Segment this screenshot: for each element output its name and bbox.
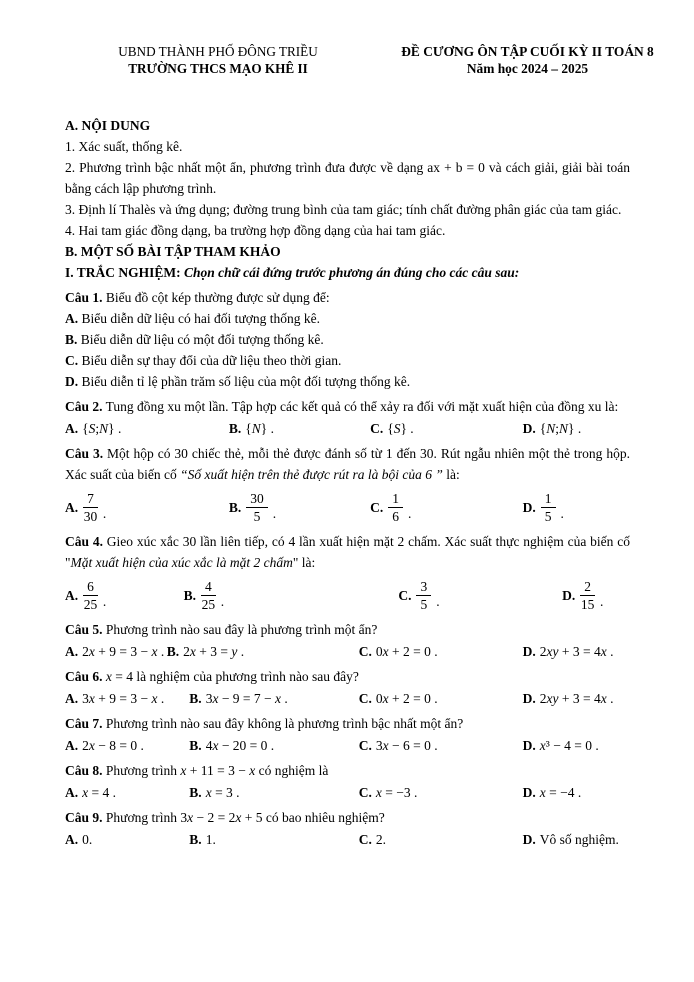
answer-option [184, 578, 399, 612]
option-text: Biểu diễn dữ liệu có hai đối tượng thống kê. [81, 311, 320, 326]
option-label: A. [65, 691, 79, 706]
option-label: D. [522, 738, 536, 753]
option-fraction [201, 578, 216, 612]
option-label: B. [228, 421, 242, 436]
answer-options-row [65, 574, 630, 615]
option-label: A. [65, 738, 79, 753]
option-label: B. [166, 644, 180, 659]
option-math: 2xy + 3 = 4x . [539, 644, 614, 659]
answer-option [523, 782, 630, 803]
answer-option [523, 735, 630, 756]
option-label: A. [65, 832, 79, 847]
question-block [65, 531, 630, 615]
option-text: Biểu diễn sự thay đổi của dữ liệu theo thời gian. [81, 353, 342, 368]
answer-option [523, 641, 630, 662]
fraction-numerator: 4 [201, 578, 216, 596]
fraction-numerator: 7 [83, 490, 98, 508]
inline-math: 3x − 2 = 2x + 5 [180, 810, 263, 825]
answer-option [359, 641, 523, 662]
fraction-numerator: 3 [416, 578, 431, 596]
answer-options-row [65, 829, 630, 850]
option-label: D. [522, 691, 536, 706]
question-stem: Câu 6. x = 4 là nghiệm của phương trình nào sau đây? [65, 669, 359, 684]
answer-option [523, 490, 630, 524]
option-label: B. [228, 499, 242, 515]
option-math: 3x − 9 = 7 − x . [205, 691, 288, 706]
option-text: 0. [82, 832, 93, 847]
fraction-denominator: 5 [544, 509, 552, 524]
inline-math: x = 4 [105, 669, 134, 684]
answer-option [523, 418, 630, 439]
section-a-item: 4. Hai tam giác đồng dạng, ba trường hợp đồng dạng của hai tam giác. [65, 223, 446, 238]
option-math: 2xy + 3 = 4x . [539, 691, 614, 706]
answer-option [65, 490, 229, 524]
option-label: B. [189, 785, 202, 800]
option-label: C. [65, 353, 79, 368]
option-label: D. [522, 421, 536, 436]
option-math: 3x − 6 = 0 . [375, 738, 438, 753]
answer-option [370, 418, 523, 439]
question-label: Câu 2. [65, 399, 103, 414]
answer-option [370, 490, 523, 524]
fraction-denominator: 6 [392, 509, 399, 524]
option-math: x = −4 . [539, 785, 582, 800]
option-math: x = 4 . [82, 785, 116, 800]
option-label: A. [65, 644, 79, 659]
answer-option [65, 578, 184, 612]
multiple-choice-label: I. TRẮC NGHIỆM: [65, 265, 181, 280]
question-label: Câu 6. [65, 669, 103, 684]
answer-options-row [65, 688, 630, 709]
option-math: x = 3 . [205, 785, 240, 800]
school-year: Năm học 2024 – 2025 [466, 60, 589, 76]
answer-option [65, 641, 167, 662]
answer-option [65, 350, 630, 371]
option-label: D. [522, 644, 536, 659]
fraction-denominator: 15 [580, 597, 595, 612]
answer-option [562, 578, 630, 612]
option-label: D. [522, 832, 536, 847]
fraction-numerator: 1 [541, 490, 556, 508]
option-fraction [416, 578, 431, 612]
option-math: 0x + 2 = 0 . [375, 691, 438, 706]
option-fraction [246, 490, 268, 524]
answer-option [359, 688, 523, 709]
question-label: Câu 3. [65, 446, 104, 461]
question-block [65, 443, 630, 527]
option-label: A. [65, 421, 79, 436]
option-label: C. [358, 832, 372, 847]
answer-option [359, 829, 523, 850]
option-label: D. [522, 785, 536, 800]
answer-option [359, 735, 523, 756]
question-block [65, 287, 630, 392]
answer-options-row [65, 418, 630, 439]
option-text: 2. [375, 832, 387, 847]
question-stem: Câu 8. Phương trình x + 11 = 3 − x có nghiệm là [65, 763, 329, 778]
question-label: Câu 1. [65, 290, 103, 305]
section-b-heading: B. MỘT SỐ BÀI TẬP THAM KHẢO [65, 244, 281, 259]
option-math: {S} . [387, 421, 414, 436]
option-math: {N} . [245, 421, 274, 436]
fraction-denominator: 25 [201, 597, 216, 612]
answer-options-row [65, 782, 630, 803]
question-stem: Câu 5. Phương trình nào sau đây là phương trình một ẩn? [65, 622, 378, 637]
fraction-numerator: 2 [580, 578, 595, 596]
answer-option [229, 490, 370, 524]
document-header [0, 0, 694, 77]
answer-options-row [65, 486, 630, 527]
answer-option [65, 308, 630, 329]
option-label: B. [189, 738, 202, 753]
option-fraction [580, 578, 595, 612]
fraction-denominator: 25 [83, 597, 98, 612]
answer-options-row [65, 735, 630, 756]
option-label: D. [522, 499, 536, 515]
option-label: C. [358, 691, 372, 706]
option-label: D. [65, 374, 79, 389]
question-stem: Câu 3. Một hộp có 30 chiếc thẻ, mỗi thẻ được đánh số từ 1 đến 30. Rút ngẫu nhiên một thẻ trong hộp. Xác suất của biến cố “Số xuất hiện trên thẻ được rút ra là bội của 6 ” là: [65, 446, 630, 482]
option-label: C. [358, 738, 372, 753]
section-a-items [65, 136, 630, 241]
question-block [65, 807, 630, 850]
answer-option [229, 418, 370, 439]
option-text: Biểu diễn tỉ lệ phần trăm số liệu của một đối tượng thống kê. [81, 374, 411, 389]
option-text: Vô số nghiệm. [539, 832, 619, 847]
option-label: C. [370, 421, 384, 436]
question-label: Câu 9. [65, 810, 103, 825]
answer-option [65, 329, 630, 350]
document-title: ĐỀ CƯƠNG ÔN TẬP CUỐI KỲ II TOÁN 8 [401, 44, 654, 59]
question-label: Câu 4. [65, 534, 103, 549]
question-list [65, 287, 630, 850]
org-name-line2: TRƯỜNG THCS MẠO KHÊ II [128, 60, 308, 76]
question-stem: Câu 7. Phương trình nào sau đây không là phương trình bậc nhất một ẩn? [65, 716, 464, 731]
answer-option [523, 688, 630, 709]
option-label: A. [65, 499, 79, 515]
section-a-item: 3. Định lí Thalès và ứng dụng; đường trung bình của tam giác; tính chất đường phân giác của tam giác. [65, 202, 622, 217]
section-a-heading: A. NỘI DUNG [65, 118, 151, 133]
answer-option [189, 829, 359, 850]
option-label: B. [189, 691, 202, 706]
answer-option [189, 688, 359, 709]
option-label: A. [65, 785, 79, 800]
question-stem: Câu 2. Tung đồng xu một lần. Tập hợp các kết quả có thể xảy ra đối với mặt xuất hiện của đồng xu là: [65, 399, 619, 414]
answer-options-row [65, 641, 630, 662]
question-block [65, 713, 630, 756]
option-fraction [83, 490, 98, 524]
answer-option [65, 782, 189, 803]
answer-option [65, 735, 189, 756]
question-label: Câu 5. [65, 622, 103, 637]
answer-option [359, 782, 523, 803]
section-a-item: 1. Xác suất, thống kê. [65, 139, 183, 154]
answer-option [65, 688, 189, 709]
answer-option [189, 782, 359, 803]
option-math: 2x + 9 = 3 − x . [82, 644, 165, 659]
issuing-organization [65, 44, 371, 77]
option-math: 3x + 9 = 3 − x . [82, 691, 165, 706]
option-label: A. [65, 587, 79, 603]
option-label: A. [65, 311, 79, 326]
answer-option [167, 641, 359, 662]
option-math: x³ − 4 = 0 . [539, 738, 599, 753]
option-math: 4x − 20 = 0 . [205, 738, 275, 753]
multiple-choice-subheading [65, 262, 630, 283]
question-label: Câu 8. [65, 763, 103, 778]
fraction-denominator: 5 [253, 509, 261, 524]
option-period: . [220, 594, 225, 609]
answer-option [65, 371, 630, 392]
option-text: 1. [205, 832, 216, 847]
option-math: 0x + 2 = 0 . [375, 644, 438, 659]
option-label: D. [562, 587, 576, 603]
option-math: 2x + 3 = y . [183, 644, 245, 659]
option-math: x = −3 . [375, 785, 418, 800]
option-period: . [102, 506, 107, 521]
option-math: {N;N} . [539, 421, 582, 436]
question-stem: Câu 1. Biểu đồ cột kép thường được sử dụng để: [65, 290, 330, 305]
answer-option [65, 418, 229, 439]
answer-option [65, 829, 189, 850]
option-label: C. [358, 785, 372, 800]
inline-math: x + 11 = 3 − x [180, 763, 256, 778]
option-fraction [541, 490, 556, 524]
option-fraction [388, 490, 403, 524]
fraction-numerator: 6 [83, 578, 98, 596]
question-block [65, 760, 630, 803]
option-period: . [436, 594, 440, 609]
option-label: B. [189, 832, 202, 847]
question-label: Câu 7. [65, 716, 103, 731]
option-label: B. [183, 587, 197, 603]
answer-option [523, 829, 630, 850]
fraction-denominator: 30 [83, 509, 98, 524]
option-period: . [272, 506, 277, 521]
document-body [0, 77, 694, 850]
question-block [65, 396, 630, 439]
answer-option [398, 578, 562, 612]
fraction-numerator: 1 [388, 490, 403, 508]
option-period: . [102, 594, 107, 609]
org-name-line1: UBND THÀNH PHỐ ĐÔNG TRIỀU [118, 44, 318, 59]
option-label: C. [370, 499, 384, 515]
option-period: . [560, 506, 564, 521]
option-label: C. [398, 587, 412, 603]
multiple-choice-instruction: Chọn chữ cái đứng trước phương án đúng cho các câu sau: [184, 265, 520, 280]
question-block [65, 619, 630, 662]
fraction-numerator: 30 [246, 490, 268, 508]
section-a-item: 2. Phương trình bậc nhất một ẩn, phương trình đưa được về dạng ax + b = 0 và cách giải, giải bài toán bằng cách lập phương trình. [65, 160, 630, 196]
question-stem: Câu 4. Gieo xúc xắc 30 lần liên tiếp, có 4 lần xuất hiện mặt 2 chấm. Xác suất thực nghiệm của biến cố "Mặt xuất hiện của xúc xắc là mặt 2 chấm" là: [65, 534, 630, 570]
option-math: 2x − 8 = 0 . [82, 738, 144, 753]
option-label: B. [65, 332, 78, 347]
option-period: . [600, 594, 604, 609]
option-label: C. [358, 644, 372, 659]
option-period: . [407, 506, 412, 521]
option-fraction [83, 578, 98, 612]
answer-option [189, 735, 359, 756]
option-text: Biểu diễn dữ liệu có một đối tượng thống kê. [80, 332, 324, 347]
fraction-denominator: 5 [420, 597, 428, 612]
document-title-block [371, 44, 684, 77]
question-stem: Câu 9. Phương trình 3x − 2 = 2x + 5 có bao nhiêu nghiệm? [65, 810, 385, 825]
question-block [65, 666, 630, 709]
option-math: {S;N} . [82, 421, 122, 436]
